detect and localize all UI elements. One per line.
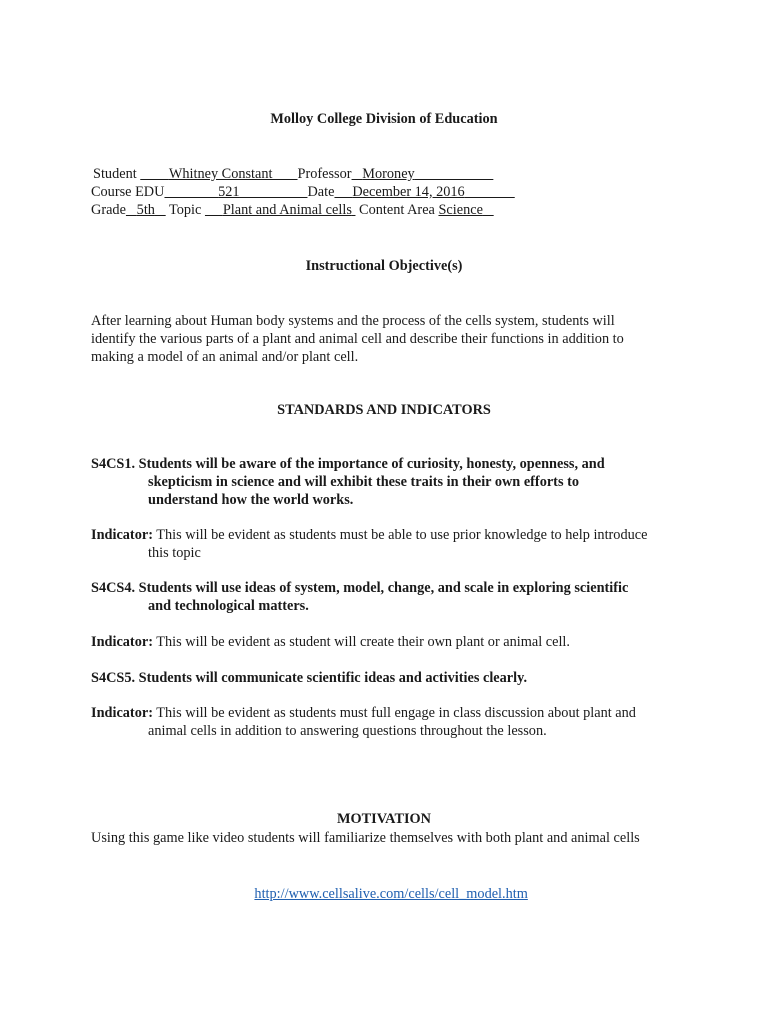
objectives-paragraph (91, 312, 691, 366)
page-title: Molloy College Division of Education (270, 111, 498, 127)
grade-topic-line (91, 201, 494, 219)
indicator-line: Indicator: This will be evident as students must full engage in class discussion about plant and (91, 705, 636, 721)
professor-label: Professor (297, 166, 352, 182)
motivation-text: Using this game like video students will familiarize themselves with both plant and animal cells (91, 830, 640, 846)
indicator-line: Indicator: This will be evident as student will create their own plant or animal cell. (91, 634, 570, 650)
standard-s4cs5 (91, 669, 691, 687)
indicator-1 (91, 526, 691, 562)
indicator-2 (91, 633, 691, 651)
course-date-line (91, 183, 515, 201)
content-area-value: Science (438, 202, 483, 218)
cellsalive-link-wrapper (0, 867, 768, 921)
indicator-label: Indicator: (91, 527, 153, 543)
standard-s4cs4 (91, 579, 691, 615)
standard-line: S4CS1. Students will be aware of the importance of curiosity, honesty, openness, and (91, 456, 605, 472)
objectives-line: identify the various parts of a plant and animal cell and describe their functions in addition to (91, 331, 624, 347)
topic-value: Plant and Animal cells (222, 202, 352, 218)
standard-line: S4CS4. Students will use ideas of system, model, change, and scale in exploring scientific (91, 580, 629, 596)
indicator-line: animal cells in addition to answering questions throughout the lesson. (148, 723, 547, 739)
standard-line: S4CS5. Students will communicate scientific ideas and activities clearly. (91, 670, 528, 686)
grade-value: 5th (136, 202, 155, 218)
indicator-label: Indicator: (91, 705, 153, 721)
topic-label: Topic (169, 202, 202, 218)
course-label: Course EDU (91, 184, 165, 200)
course-value: 521 (218, 184, 240, 200)
standard-line: understand how the world works. (148, 492, 354, 508)
standard-line: and technological matters. (148, 598, 309, 614)
student-value: Whitney Constant (168, 166, 273, 182)
standard-line: skepticism in science and will exhibit these traits in their own efforts to (148, 474, 579, 490)
content-area-label: Content Area (359, 202, 435, 218)
indicator-line: Indicator: This will be evident as students must be able to use prior knowledge to help introduce (91, 527, 648, 543)
standard-s4cs1 (91, 455, 691, 509)
objectives-line: After learning about Human body systems and the process of the cells system, students will (91, 313, 615, 329)
grade-label: Grade (91, 202, 126, 218)
objectives-line: making a model of an animal and/or plant cell. (91, 349, 359, 365)
indicator-3 (91, 704, 691, 740)
cellsalive-link[interactable]: http://www.cellsalive.com/cells/cell_model.htm (254, 886, 528, 902)
date-value: December 14, 2016 (352, 184, 465, 200)
student-professor-line (93, 165, 493, 183)
professor-value: Moroney (362, 166, 415, 182)
indicator-line: this topic (148, 545, 201, 561)
objectives-heading: Instructional Objective(s) (305, 258, 463, 274)
date-label: Date (307, 184, 335, 200)
student-label: Student (93, 166, 137, 182)
motivation-heading: MOTIVATION (336, 811, 431, 827)
standards-heading: STANDARDS AND INDICATORS (277, 402, 491, 418)
indicator-label: Indicator: (91, 634, 153, 650)
